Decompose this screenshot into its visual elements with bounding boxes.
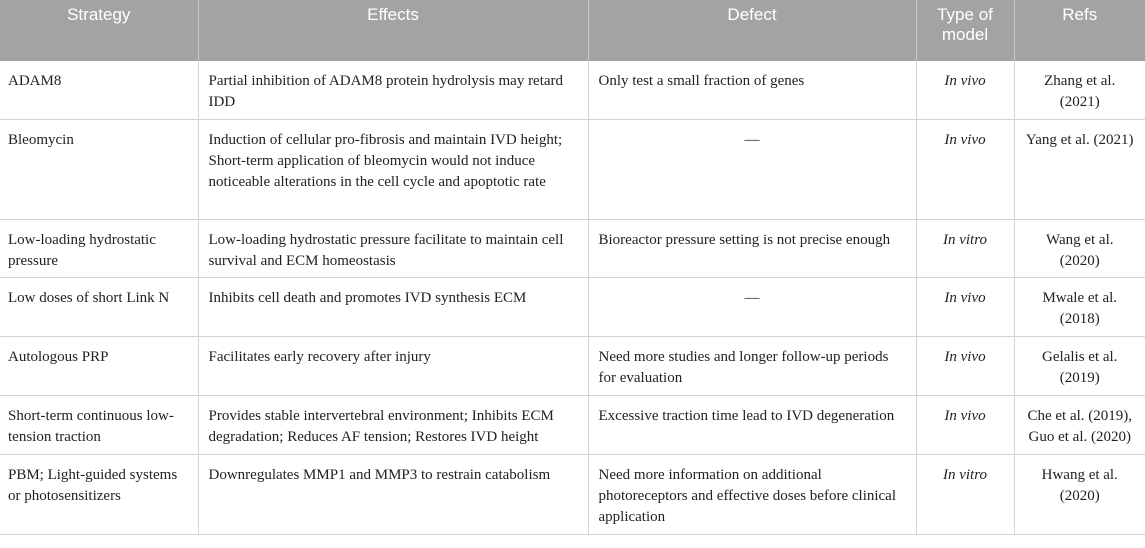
effects-cell: Facilitates early recovery after injury xyxy=(198,336,588,395)
table-row xyxy=(0,61,1145,119)
strategy-cell: Autologous PRP xyxy=(0,336,198,395)
model-cell: In vivo xyxy=(916,119,1014,219)
refs-cell: Hwang et al. (2020) xyxy=(1014,454,1145,534)
model-cell: In vitro xyxy=(916,454,1014,534)
defect-cell: Need more studies and longer follow-up periods for evaluation xyxy=(588,336,916,395)
header-refs: Refs xyxy=(1014,0,1145,61)
header-row xyxy=(0,0,1145,61)
defect-cell: Need more information on additional photoreceptors and effective doses before clinical application xyxy=(588,454,916,534)
model-cell: In vivo xyxy=(916,395,1014,454)
table-row xyxy=(0,277,1145,336)
header-type-of-model: Type of model xyxy=(916,0,1014,61)
refs-cell: Yang et al. (2021) xyxy=(1014,119,1145,219)
effects-cell: Low-loading hydrostatic pressure facilitate to maintain cell survival and ECM homeostasis xyxy=(198,219,588,277)
effects-cell: Downregulates MMP1 and MMP3 to restrain catabolism xyxy=(198,454,588,534)
refs-cell: Mwale et al. (2018) xyxy=(1014,277,1145,336)
refs-cell: Zhang et al. (2021) xyxy=(1014,61,1145,119)
defect-cell: Only test a small fraction of genes xyxy=(588,61,916,119)
strategy-cell: PBM; Light-guided systems or photosensitizers xyxy=(0,454,198,534)
header-strategy: Strategy xyxy=(0,0,198,61)
table-row xyxy=(0,395,1145,454)
model-cell: In vivo xyxy=(916,277,1014,336)
table-row xyxy=(0,119,1145,219)
table-row xyxy=(0,219,1145,277)
effects-cell: Provides stable intervertebral environment; Inhibits ECM degradation; Reduces AF tension; Restores IVD height xyxy=(198,395,588,454)
strategy-cell: Low-loading hydrostatic pressure xyxy=(0,219,198,277)
strategy-cell: Short-term continuous low-tension traction xyxy=(0,395,198,454)
refs-cell: Gelalis et al. (2019) xyxy=(1014,336,1145,395)
defect-cell: Excessive traction time lead to IVD degeneration xyxy=(588,395,916,454)
header-effects: Effects xyxy=(198,0,588,61)
header-defect: Defect xyxy=(588,0,916,61)
effects-cell: Induction of cellular pro-fibrosis and maintain IVD height; Short-term application of bleomycin would not induce noticeable alterations in the cell cycle and apoptotic rate xyxy=(198,119,588,219)
refs-cell: Wang et al. (2020) xyxy=(1014,219,1145,277)
model-cell: In vitro xyxy=(916,219,1014,277)
table-row xyxy=(0,336,1145,395)
strategy-cell: Low doses of short Link N xyxy=(0,277,198,336)
model-cell: In vivo xyxy=(916,61,1014,119)
model-cell: In vivo xyxy=(916,336,1014,395)
defect-cell: — xyxy=(588,119,916,219)
refs-cell: Che et al. (2019), Guo et al. (2020) xyxy=(1014,395,1145,454)
strategy-cell: ADAM8 xyxy=(0,61,198,119)
table-row xyxy=(0,454,1145,534)
defect-cell: Bioreactor pressure setting is not precise enough xyxy=(588,219,916,277)
strategy-cell: Bleomycin xyxy=(0,119,198,219)
effects-cell: Partial inhibition of ADAM8 protein hydrolysis may retard IDD xyxy=(198,61,588,119)
defect-cell: — xyxy=(588,277,916,336)
effects-cell: Inhibits cell death and promotes IVD synthesis ECM xyxy=(198,277,588,336)
